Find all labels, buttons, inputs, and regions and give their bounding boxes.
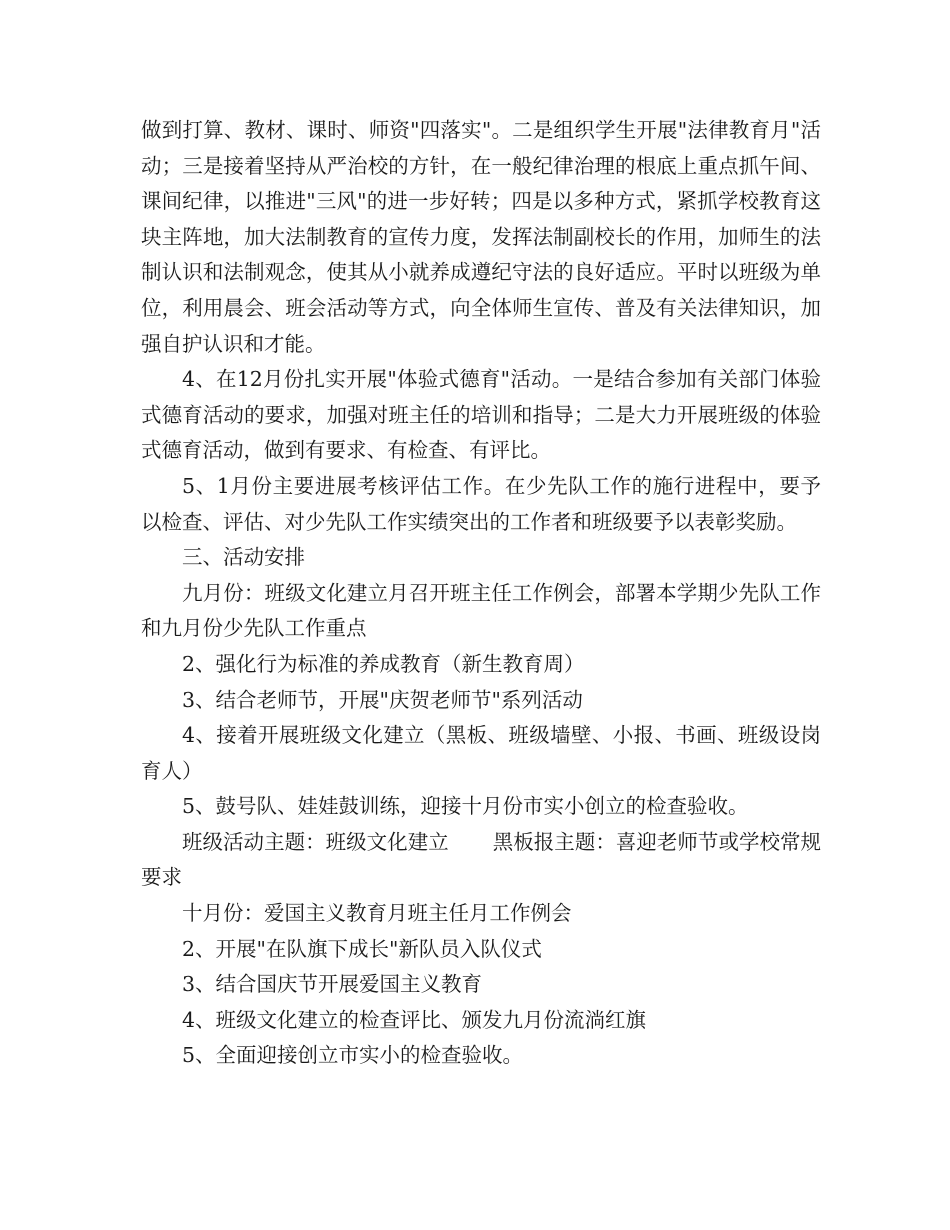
class-theme: 班级活动主题：班级文化建立 [182,829,449,854]
paragraph-october-3: 3、结合国庆节开展爱国主义教育 [182,972,483,997]
paragraph-october-4: 4、班级文化建立的检查评比、颁发九月份流淌红旗 [182,1007,647,1032]
theme-line [141,825,821,896]
section-heading: 三、活动安排 [182,545,305,570]
paragraph-1: 做到打算、教材、课时、师资"四落实"。二是组织学生开展"法律教育月"活动；三是接着坚持从严治校的方针，在一般纪律治理的根底上重点抓午间、课间纪律，以推进"三风"的进一步好转；四是以多种方式，紧抓学校教育这块主阵地，加大法制教育的宣传力度，发挥法制副校长的作用，加师生的法制认识和法制观念，使其从小就养成遵纪守法的良好适应。平时以班级为单位，利用晨会、班会活动等方式，向全体师生宣传、普及有关法律知识，加强自护认识和才能。 [141,118,821,356]
paragraph-october: 十月份：爱国主义教育月班主任月工作例会 [182,901,572,926]
document-body [141,113,821,1074]
paragraph-2: 4、在12月份扎实开展"体验式德育"活动。一是结合参加有关部门体验式德育活动的要求，加强对班主任的培训和指导；二是大力开展班级的体验式德育活动，做到有要求、有检查、有评比。 [141,367,821,463]
paragraph-september-3: 3、结合老师节，开展"庆贺老师节"系列活动 [182,687,583,712]
board-theme: 黑板报主题：喜迎老师节或学校常规要求 [141,829,822,890]
paragraph-september: 九月份：班级文化建立月召开班主任工作例会，部署本学期少先队工作和九月份少先队工作重点 [141,580,821,641]
paragraph-october-2: 2、开展"在队旗下成长"新队员入队仪式 [182,936,542,961]
paragraph-september-4: 4、接着开展班级文化建立（黑板、班级墙壁、小报、书画、班级设岗育人） [141,723,821,783]
paragraph-september-5: 5、鼓号队、娃娃鼓训练，迎接十月份市实小创立的检查验收。 [182,794,749,819]
paragraph-september-2: 2、强化行为标准的养成教育（新生教育周） [182,651,585,676]
paragraph-october-5: 5、全面迎接创立市实小的检查验收。 [182,1043,524,1068]
paragraph-3: 5、1月份主要进展考核评估工作。在少先队工作的施行进程中，要予以检查、评估、对少先队工作实绩突出的工作者和班级要予以表彰奖励。 [141,473,821,534]
